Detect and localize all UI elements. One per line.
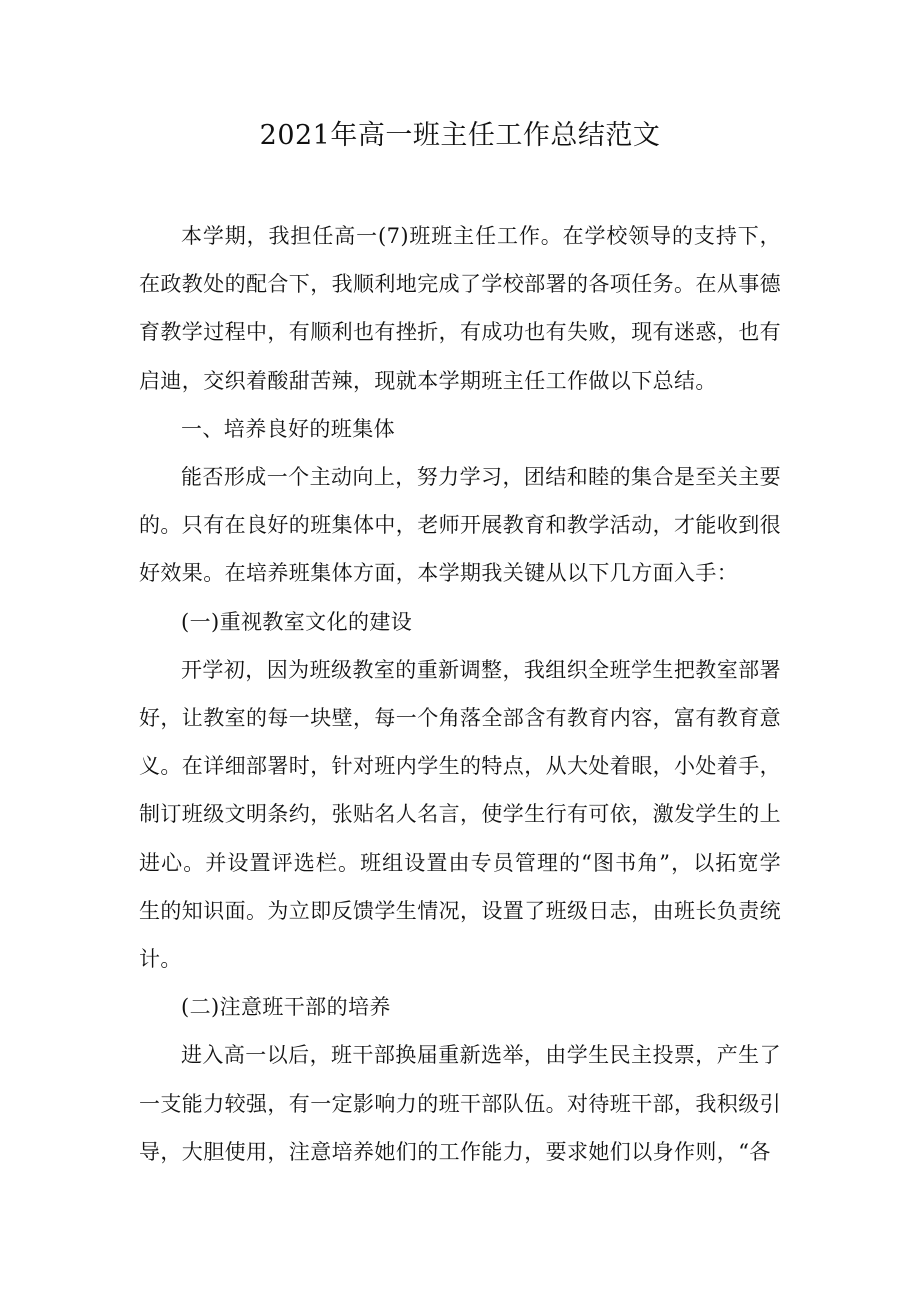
subsection-heading-2: (二)注意班干部的培养 bbox=[181, 995, 391, 1020]
document-title: 2021年高一班主任工作总结范文 bbox=[259, 120, 661, 151]
document-body bbox=[139, 212, 781, 1176]
intro-paragraph: 本学期，我担任高一(7)班班主任工作。在学校领导的支持下，在政教处的配合下，我顺利地完成了学校部署的各项任务。在从事德育教学过程中，有顺利也有挫折，有成功也有失败，现有迷惑，也有启迪，交织着酸甜苦辣，现就本学期班主任工作做以下总结。 bbox=[139, 224, 781, 393]
section-heading-1: 一、培养良好的班集体 bbox=[181, 416, 395, 441]
subsection-heading-1: (一)重视教室文化的建设 bbox=[181, 609, 413, 634]
subsection-2-paragraph: 进入高一以后，班干部换届重新选举，由学生民主投票，产生了一支能力较强，有一定影响力的班干部队伍。对待班干部，我积级引导，大胆使用，注意培养她们的工作能力，要求她们以身作则，“各 bbox=[139, 1043, 781, 1164]
subsection-1-paragraph: 开学初，因为班级教室的重新调整，我组织全班学生把教室部署好，让教室的每一块壁，每一个角落全部含有教育内容，富有教育意义。在详细部署时，针对班内学生的特点，从大处着眼，小处着手，制订班级文明条约，张贴名人名言，使学生行有可依，激发学生的上进心。并设置评选栏。班组设置由专员管理的“图书角”，以拓宽学生的知识面。为立即反馈学生情况，设置了班级日志，由班长负责统计。 bbox=[139, 657, 781, 972]
section-1-paragraph: 能否形成一个主动向上，努力学习，团结和睦的集合是至关主要的。只有在良好的班集体中，老师开展教育和教学活动，才能收到很好效果。在培养班集体方面，本学期我关键从以下几方面入手： bbox=[139, 465, 781, 586]
